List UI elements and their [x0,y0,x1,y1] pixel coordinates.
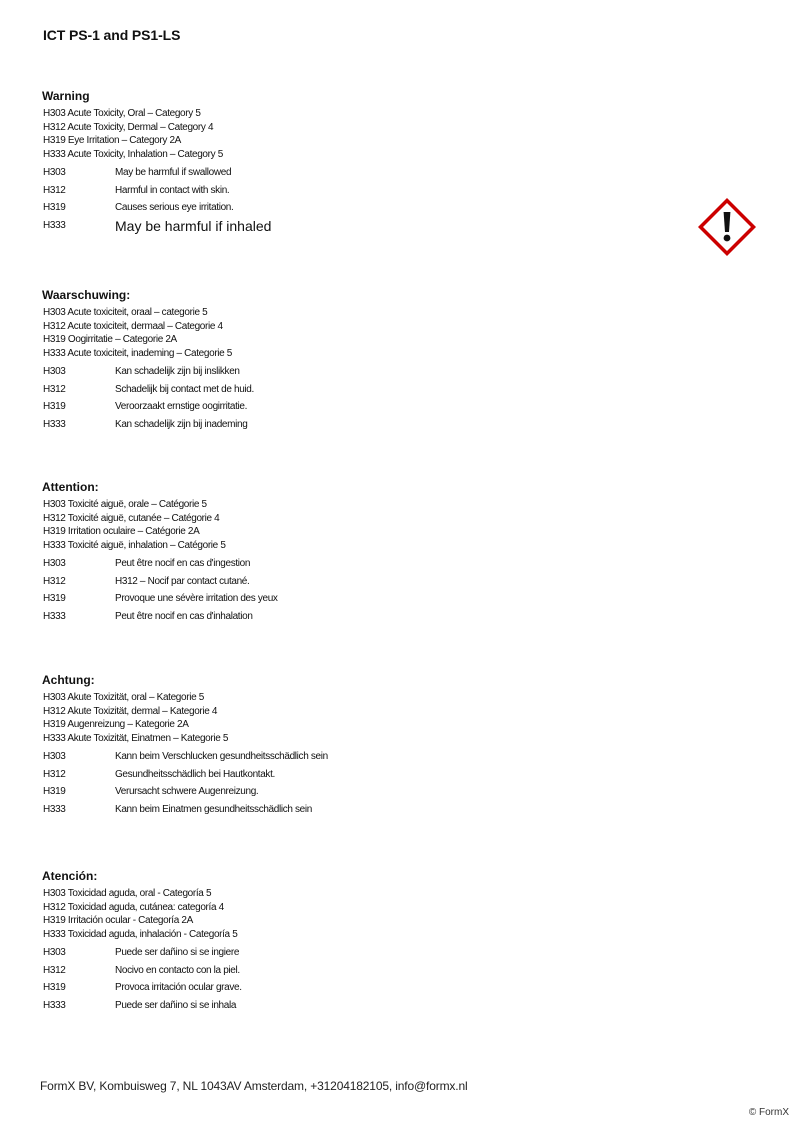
hazard-code: H319 [43,401,66,412]
hazard-text: Kan schadelijk zijn bij inademing [115,418,248,430]
hazard-code: H333 [43,999,66,1011]
classification-item: H319 Augenreizung – Kategorie 2A [43,719,189,730]
hazard-text: Nocivo en contacto con la piel. [115,964,240,976]
hazard-section-english [42,89,462,235]
hazard-statement-list [43,748,462,818]
hazard-text: Puede ser dañino si se inhala [115,999,237,1011]
hazard-text: Peut être nocif en cas d'ingestion [115,558,251,569]
hazard-statement-row [43,164,462,182]
section-heading: Warning [42,89,90,103]
classification-item: H333 Acute Toxicity, Inhalation – Category 5 [43,148,223,160]
hazard-statement-row [43,801,462,819]
company-contact-footer: FormX BV, Kombuisweg 7, NL 1043AV Amsterdam, +31204182105, info@formx.nl [40,1079,468,1093]
document-title: ICT PS-1 and PS1-LS [43,27,181,43]
classification-list [43,306,462,360]
ghs-exclamation-mark-icon [696,196,758,258]
hazard-statement-row [43,590,462,608]
hazard-section-french [42,480,462,625]
classification-item: H319 Irritación ocular - Categoría 2A [43,915,193,926]
classification-item: H333 Akute Toxizität, Einatmen – Kategorie 5 [43,732,229,744]
hazard-statement-row [43,555,462,573]
hazard-text: Kann beim Verschlucken gesundheitsschädlich sein [115,751,328,762]
classification-item: H312 Acute Toxicity, Dermal – Category 4 [43,121,214,133]
classification-list [43,498,462,552]
hazard-code: H319 [43,982,66,993]
hazard-statement-row [43,416,462,434]
hazard-code: H312 [43,575,66,587]
classification-item: H312 Akute Toxizität, dermal – Kategorie 4 [43,705,218,717]
hazard-text: H312 – Nocif par contact cutané. [115,575,250,587]
hazard-code: H303 [43,558,66,569]
hazard-section-dutch [42,288,462,433]
hazard-statement-row [43,573,462,591]
section-heading: Attention: [42,480,99,494]
hazard-text: Peut être nocif en cas d'inhalation [115,610,253,622]
hazard-text: May be harmful if swallowed [115,167,232,178]
hazard-statement-row [43,199,462,217]
hazard-text: Kan schadelijk zijn bij inslikken [115,366,240,377]
hazard-statement-row [43,398,462,416]
classification-list [43,691,462,745]
hazard-statement-row [43,783,462,801]
hazard-code: H319 [43,202,66,213]
classification-item: H303 Acute toxiciteit, oraal – categorie 5 [43,307,208,318]
hazard-text: Provoque une sévère irritation des yeux [115,593,278,604]
hazard-code: H312 [43,964,66,976]
hazard-text: Causes serious eye irritation. [115,202,234,213]
section-heading: Waarschuwing: [42,288,131,302]
classification-item: H319 Eye Irritation – Category 2A [43,135,181,146]
hazard-statement-list [43,164,462,235]
classification-item: H312 Toxicidad aguda, cutánea: categoría 4 [43,901,224,913]
classification-item: H333 Toxicité aiguë, inhalation – Catégorie 5 [43,539,226,551]
hazard-text: Schadelijk bij contact met de huid. [115,383,254,395]
hazard-section-spanish [42,869,462,1014]
hazard-code: H303 [43,947,66,958]
hazard-text: Kann beim Einatmen gesundheitsschädlich sein [115,803,312,815]
section-heading: Achtung: [42,673,95,687]
hazard-code: H312 [43,383,66,395]
hazard-code: H333 [43,219,66,231]
classification-item: H303 Toxicidad aguda, oral - Categoría 5 [43,888,212,899]
hazard-text: Verursacht schwere Augenreizung. [115,786,259,797]
hazard-statement-list [43,363,462,433]
hazard-text: May be harmful if inhaled [115,217,272,234]
classification-item: H312 Acute toxiciteit, dermaal – Categorie 4 [43,320,223,332]
classification-item: H303 Akute Toxizität, oral – Kategorie 5 [43,692,204,703]
hazard-code: H333 [43,418,66,430]
hazard-statement-row [43,217,462,235]
hazard-statement-row [43,182,462,200]
hazard-text: Veroorzaakt ernstige oogirritatie. [115,401,248,412]
hazard-code: H303 [43,366,66,377]
hazard-section-german [42,673,462,818]
hazard-statement-row [43,363,462,381]
hazard-code: H319 [43,786,66,797]
section-heading: Atención: [42,869,98,883]
hazard-statement-row [43,766,462,784]
classification-list [43,887,462,941]
hazard-statement-row [43,748,462,766]
classification-item: H303 Acute Toxicity, Oral – Category 5 [43,108,201,119]
hazard-statement-row [43,997,462,1015]
hazard-code: H333 [43,610,66,622]
classification-item: H312 Toxicité aiguë, cutanée – Catégorie 4 [43,512,220,524]
classification-item: H333 Toxicidad aguda, inhalación - Categoría 5 [43,928,238,940]
hazard-statement-list [43,944,462,1014]
hazard-code: H312 [43,184,66,196]
classification-item: H319 Oogirritatie – Categorie 2A [43,334,177,345]
hazard-text: Harmful in contact with skin. [115,184,230,196]
classification-item: H333 Acute toxiciteit, inademing – Categorie 5 [43,347,233,359]
hazard-statement-row [43,979,462,997]
hazard-text: Provoca irritación ocular grave. [115,982,242,993]
classification-list [43,107,462,161]
hazard-code: H333 [43,803,66,815]
hazard-statement-row [43,962,462,980]
classification-item: H303 Toxicité aiguë, orale – Catégorie 5 [43,499,207,510]
hazard-statement-list [43,555,462,625]
hazard-statement-row [43,944,462,962]
copyright-notice: © FormX [748,1107,789,1118]
hazard-text: Gesundheitsschädlich bei Hautkontakt. [115,768,275,780]
hazard-code: H319 [43,593,66,604]
hazard-code: H303 [43,167,66,178]
classification-item: H319 Irritation oculaire – Catégorie 2A [43,526,200,537]
hazard-text: Puede ser dañino si se ingiere [115,947,240,958]
hazard-statement-row [43,381,462,399]
hazard-statement-row [43,608,462,626]
hazard-code: H312 [43,768,66,780]
hazard-code: H303 [43,751,66,762]
